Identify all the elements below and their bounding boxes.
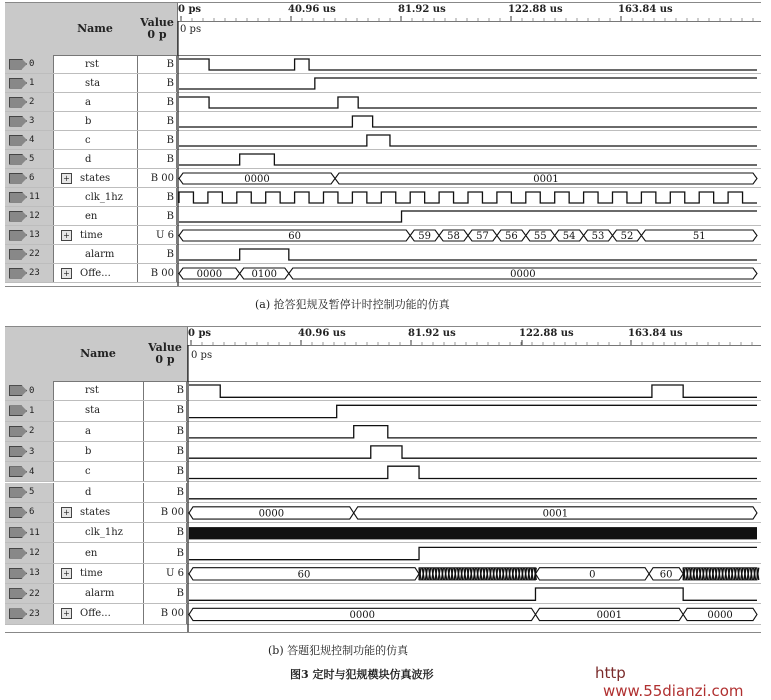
signal-value: B — [137, 55, 177, 73]
waveform-panel-b — [5, 326, 761, 633]
time-tick-label: 0 ps — [188, 328, 212, 339]
signal-index-number: 1 — [29, 405, 35, 416]
bus-value-label: 55 — [533, 231, 547, 242]
bit-trace — [179, 249, 757, 260]
expand-icon[interactable]: + — [61, 230, 72, 241]
signal-value: B — [143, 543, 187, 562]
signal-value: B 00 — [137, 169, 177, 187]
waveform-states — [189, 507, 757, 520]
signal-value: B — [143, 381, 187, 400]
bus-value-label: 51 — [692, 231, 706, 242]
expand-icon[interactable]: + — [61, 568, 72, 579]
waveform-canvas-b[interactable] — [5, 327, 761, 632]
expand-icon[interactable]: + — [61, 608, 72, 619]
signal-name-text: Offe... — [80, 608, 111, 620]
waveform-rst — [179, 59, 757, 70]
signal-index-number: 6 — [29, 507, 35, 518]
signal-value: B — [143, 462, 187, 481]
signal-name-text: b — [85, 446, 92, 458]
watermark-site: www.55dianzi.com — [603, 682, 744, 700]
waveform-Offe — [179, 268, 757, 280]
time-tick-label: 40.96 us — [288, 4, 336, 15]
bit-trace — [189, 385, 757, 397]
name-column-header[interactable]: Name — [53, 327, 144, 381]
bus-value-label: 0100 — [251, 269, 277, 280]
signal-index-number: 13 — [29, 568, 40, 579]
signal-index-number: 5 — [29, 154, 35, 164]
bus-value-label: 56 — [504, 231, 518, 242]
bit-trace — [179, 59, 757, 70]
signal-index-number: 1 — [29, 78, 35, 88]
signal-name-text: sta — [85, 77, 101, 89]
bus-value-label: 0001 — [542, 508, 569, 520]
bus-value-label: 52 — [620, 231, 634, 242]
signal-value: B — [137, 188, 177, 206]
signal-index-number: 4 — [29, 466, 35, 477]
bus-value-label: 53 — [591, 231, 605, 242]
time-tick-label: 81.92 us — [408, 328, 456, 339]
signal-name-text: rst — [85, 58, 99, 70]
signal-value: U 6 — [143, 564, 187, 583]
bit-trace — [179, 154, 757, 165]
signal-name-text: alarm — [85, 588, 115, 600]
bus-value-label: 60 — [659, 569, 673, 581]
signal-value: B — [143, 442, 187, 461]
signal-value: B — [137, 150, 177, 168]
signal-index-number: 4 — [29, 135, 35, 145]
signal-index-number: 11 — [29, 192, 40, 202]
waveform-time — [189, 568, 759, 581]
waveform-states — [179, 173, 757, 185]
waveform-sta — [179, 78, 757, 89]
signal-index-number: 12 — [29, 211, 40, 221]
bus-value-label: 0000 — [510, 269, 536, 280]
signal-index-number: 5 — [29, 487, 35, 498]
bit-trace — [189, 426, 757, 438]
signal-name-text: clk_1hz — [85, 527, 123, 539]
bus-value-label: 58 — [447, 231, 460, 242]
waveform-en — [189, 547, 757, 559]
waveform-alarm — [189, 588, 757, 600]
signal-index-number: 3 — [29, 446, 35, 457]
signal-value: U 6 — [137, 226, 177, 244]
signal-name-text: Offe... — [80, 267, 111, 279]
signal-name-text: c — [85, 134, 91, 146]
waveform-c — [189, 466, 757, 478]
waveform-canvas-a[interactable] — [5, 3, 761, 286]
waveform-clk_1hz — [189, 527, 757, 539]
signal-name-text: sta — [85, 405, 101, 417]
expand-icon[interactable]: + — [61, 268, 72, 279]
signal-name-text: time — [80, 229, 103, 241]
bit-trace — [189, 405, 757, 417]
cursor-time-label: 0 ps — [180, 24, 202, 35]
site-watermark — [595, 664, 771, 700]
time-tick-label: 122.88 us — [508, 4, 563, 15]
waveform-a — [189, 426, 757, 438]
waveform-Offe — [189, 608, 757, 621]
waveform-sta — [189, 405, 757, 417]
clock-dense-band — [189, 527, 757, 539]
waveform-time — [179, 230, 757, 242]
bus-value-label: 0000 — [244, 174, 270, 185]
bus-value-label: 0000 — [349, 609, 375, 621]
bus-value-label: 57 — [476, 231, 489, 242]
signal-index-number: 3 — [29, 116, 35, 126]
signal-index-number: 0 — [29, 385, 35, 396]
waveform-d — [179, 154, 757, 165]
signal-value: B — [143, 523, 187, 542]
signal-index-number: 22 — [29, 249, 40, 259]
signal-value: B 00 — [143, 604, 187, 623]
signal-index-number: 13 — [29, 230, 40, 240]
bit-trace — [189, 466, 757, 478]
expand-icon[interactable]: + — [61, 173, 72, 184]
signal-value: B — [137, 207, 177, 225]
waveform-panel-a — [5, 2, 761, 287]
waveform-b — [189, 446, 757, 458]
clock-trace — [179, 192, 757, 203]
signal-index-number: 0 — [29, 59, 35, 69]
caption-b: (b) 答题犯规控制功能的仿真 — [268, 644, 409, 657]
signal-index-number: 23 — [29, 608, 40, 619]
bus-value-label: 60 — [288, 231, 301, 242]
bit-trace — [189, 588, 757, 600]
bus-value-label: 0000 — [258, 508, 285, 520]
signal-name-text: time — [80, 567, 103, 579]
bus-value-label: 0000 — [196, 269, 223, 280]
bus-value-label: 0 — [589, 569, 596, 581]
signal-value: B — [137, 112, 177, 130]
waveform-a — [179, 97, 757, 108]
signal-value: B — [143, 483, 187, 502]
bit-trace — [179, 116, 757, 127]
time-tick-label: 0 ps — [178, 4, 202, 15]
bus-value-label: 60 — [297, 569, 311, 581]
bus-value-label: 0001 — [533, 174, 559, 185]
watermark-prefix: http — [595, 664, 626, 682]
signal-value: B — [137, 131, 177, 149]
signal-name-text: clk_1hz — [85, 191, 123, 203]
signal-value: B — [143, 584, 187, 603]
bus-value-label: 59 — [418, 231, 432, 242]
signal-value: B 00 — [143, 503, 187, 522]
time-tick-label: 40.96 us — [298, 328, 346, 339]
waveform-en — [179, 211, 757, 222]
signal-index-number: 23 — [29, 268, 40, 278]
cursor-time-label: 0 ps — [191, 350, 213, 361]
bit-trace — [179, 97, 757, 108]
signal-name-text: rst — [85, 385, 99, 397]
signal-name-text: a — [85, 425, 91, 437]
signal-name-text: d — [85, 486, 92, 498]
signal-value: B — [137, 93, 177, 111]
bit-trace — [179, 135, 757, 146]
waveform-b — [179, 116, 757, 127]
expand-icon[interactable]: + — [61, 507, 72, 518]
time-tick-label: 122.88 us — [519, 328, 574, 339]
bus-value-label: 0001 — [596, 609, 623, 621]
waveform-c — [179, 135, 757, 146]
signal-index-number: 6 — [29, 173, 35, 183]
time-tick-label: 81.92 us — [398, 4, 446, 15]
bit-trace — [189, 547, 757, 559]
signal-value: B — [137, 74, 177, 92]
waveform-alarm — [179, 249, 757, 260]
signal-name-text: states — [80, 172, 111, 184]
signal-index-number: 2 — [29, 97, 35, 107]
signal-name-text: en — [85, 547, 98, 559]
signal-name-text: alarm — [85, 248, 115, 260]
signal-value: B — [143, 422, 187, 441]
signal-name-text: d — [85, 153, 92, 165]
signal-value: B — [137, 245, 177, 263]
bit-trace — [179, 78, 757, 89]
signal-index-number: 2 — [29, 426, 35, 437]
bus-value-label: 0000 — [707, 609, 733, 621]
signal-index-number: 22 — [29, 588, 40, 599]
waveform-clk_1hz — [179, 192, 757, 203]
name-column-header[interactable]: Name — [53, 3, 138, 55]
value-column-header[interactable]: Value 0 p — [137, 3, 178, 55]
signal-name-text: c — [85, 466, 91, 478]
signal-index-number: 12 — [29, 548, 40, 559]
signal-value: B 00 — [137, 264, 177, 282]
time-tick-label: 163.84 us — [628, 328, 683, 339]
value-column-header[interactable]: Value 0 p — [143, 327, 188, 381]
signal-name-text: states — [80, 506, 111, 518]
signal-name-text: b — [85, 115, 92, 127]
caption-a: (a) 抢答犯规及暂停计时控制功能的仿真 — [255, 298, 450, 311]
signal-value: B — [143, 401, 187, 420]
signal-name-text: a — [85, 96, 91, 108]
signal-name-text: en — [85, 210, 98, 222]
waveform-rst — [189, 385, 757, 397]
bit-trace — [179, 211, 757, 222]
time-tick-label: 163.84 us — [618, 4, 673, 15]
signal-index-number: 11 — [29, 527, 40, 538]
figure-caption: 图3 定时与犯规模块仿真波形 — [290, 668, 434, 681]
bus-value-label: 54 — [562, 231, 576, 242]
bit-trace — [189, 446, 757, 458]
